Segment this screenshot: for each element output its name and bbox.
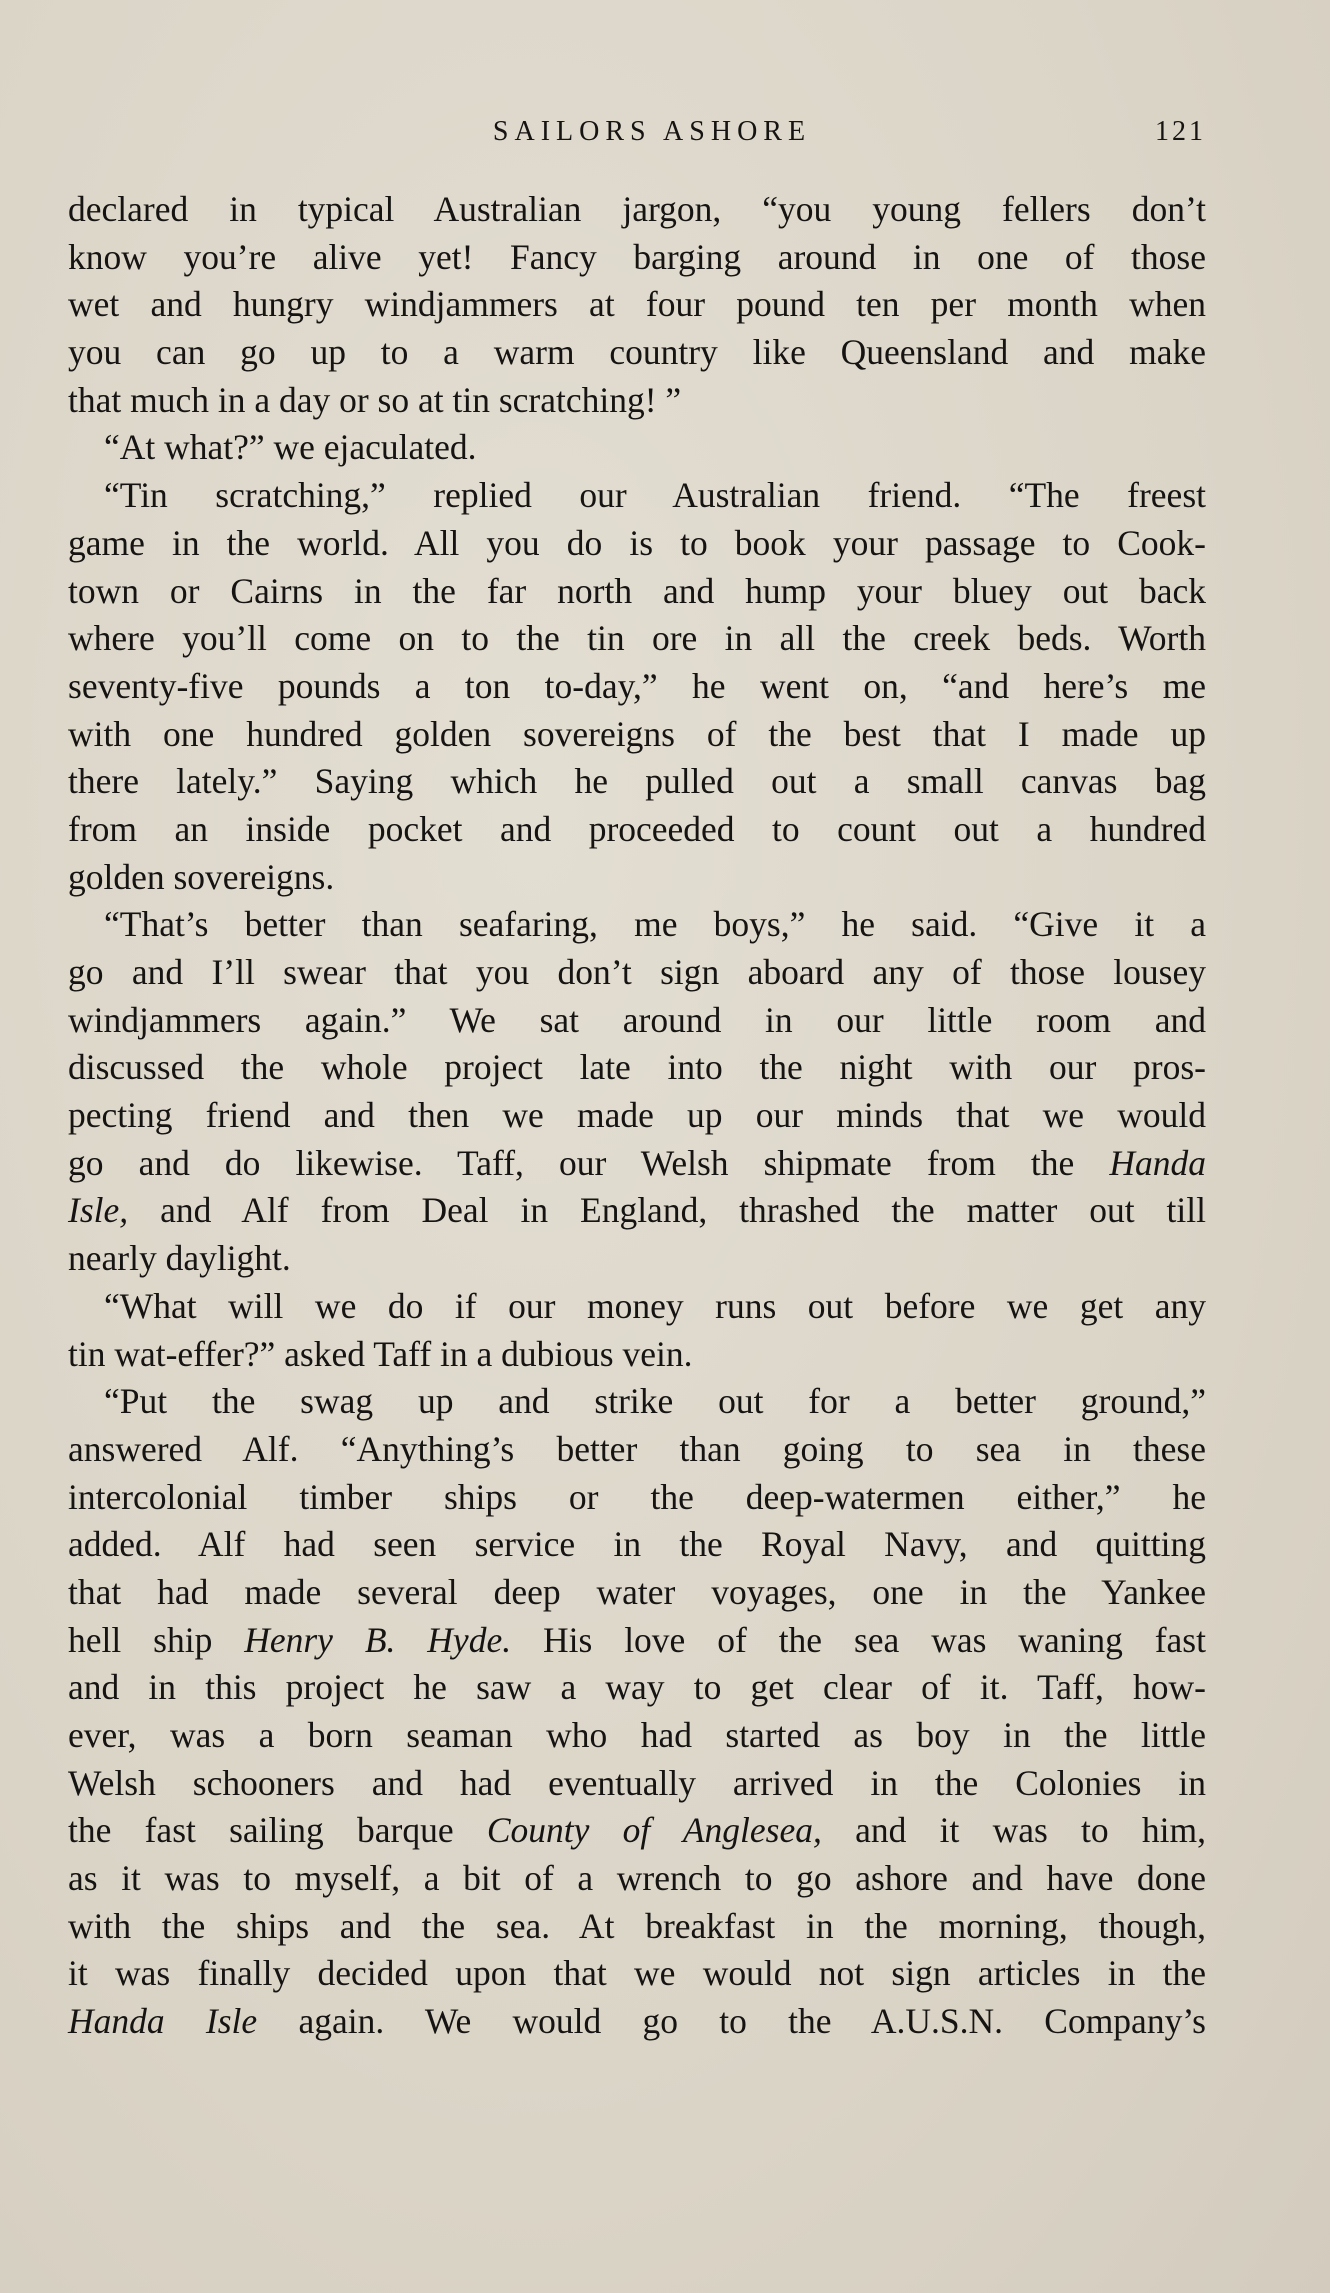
italic-text: Handa Isle [68,2001,258,2042]
running-head-title: SAILORS ASHORE [492,116,812,147]
italic-text: Isle, [68,1190,129,1231]
text-segment: with the ships and the sea. At breakfast in the morning, though, [68,1905,1206,1946]
text-segment: as it was to myself, a bit of a wrench to go ashore and have done [68,1858,1206,1899]
text-line [68,1712,1206,1760]
text-line [68,1283,1206,1331]
text-line [68,1521,1206,1569]
text-segment: and it was to him, [821,1810,1207,1851]
text-segment: intercolonial timber ships or the deep-watermen either,” he [68,1476,1206,1517]
text-segment: “That’s better than seafaring, me boys,” he said. “Give it a [104,904,1206,945]
text-line [68,1235,1206,1283]
text-segment: the fast sailing barque [68,1810,487,1851]
text-line [68,949,1206,997]
text-line [68,854,1206,902]
text-line [68,234,1206,282]
text-segment: “At what?” we ejaculated. [104,427,477,468]
text-line [68,1903,1206,1951]
text-line [68,1760,1206,1808]
text-segment: “What will we do if our money runs out before we get any [104,1285,1206,1326]
text-segment: that had made several deep water voyages, one in the Yankee [68,1571,1206,1612]
text-line [68,1044,1206,1092]
text-segment: you can go up to a warm country like Queensland and make [68,332,1206,373]
text-segment: nearly daylight. [68,1238,291,1279]
text-line [68,1569,1206,1617]
body-text [68,186,1206,2046]
italic-text: Henry B. Hyde. [244,1619,512,1660]
text-segment: declared in typical Australian jargon, “you young fellers don’t [68,189,1206,229]
text-line [68,1426,1206,1474]
text-line [68,1950,1206,1998]
text-line [68,1092,1206,1140]
running-head [68,112,1206,152]
text-segment: seventy-five pounds a ton to-day,” he went on, “and here’s me [68,665,1206,706]
text-segment: ever, was a born seaman who had started as boy in the little [68,1715,1206,1755]
text-line [68,186,1206,234]
text-segment: golden sovereigns. [68,856,335,897]
text-line [68,424,1206,472]
text-segment: added. Alf had seen service in the Royal Navy, and quitting [68,1524,1206,1565]
text-line [68,1617,1206,1665]
text-line [68,901,1206,949]
italic-text: County of Anglesea, [486,1810,822,1851]
text-segment: game in the world. All you do is to book your passage to Cook- [68,522,1206,563]
text-segment: “Put the swag up and strike out for a better ground,” [104,1381,1206,1422]
text-segment: go and I’ll swear that you don’t sign aboard any of those lousey [68,952,1206,992]
text-line [68,997,1206,1045]
text-line [68,472,1206,520]
text-line [68,758,1206,806]
text-line [68,568,1206,616]
text-segment: go and do likewise. Taff, our Welsh shipmate from the [68,1142,1110,1183]
text-line [68,615,1206,663]
text-line [68,1187,1206,1235]
text-line [68,377,1206,425]
text-segment: His love of the sea was waning fast [511,1619,1206,1660]
text-segment: hell ship [68,1619,245,1660]
text-segment: windjammers again.” We sat around in our little room and [68,999,1206,1040]
text-line [68,1807,1206,1855]
text-segment: “Tin scratching,” replied our Australian friend. “The freest [104,475,1206,516]
italic-text: Handa [1109,1142,1206,1183]
page-number: 121 [1155,116,1206,147]
text-line [68,711,1206,759]
text-segment: answered Alf. “Anything’s better than going to sea in these [68,1428,1206,1469]
text-line [68,1998,1206,2046]
text-segment: and in this project he saw a way to get clear of it. Taff, how- [68,1667,1206,1708]
text-segment: where you’ll come on to the tin ore in all the creek beds. Worth [68,618,1206,659]
text-line [68,1474,1206,1522]
text-line [68,1378,1206,1426]
text-segment: it was finally decided upon that we would not sign articles in the [68,1953,1206,1994]
text-line [68,281,1206,329]
text-line [68,329,1206,377]
text-segment: there lately.” Saying which he pulled out a small canvas bag [68,761,1206,802]
text-segment: that much in a day or so at tin scratching! ” [68,379,682,420]
text-line [68,806,1206,854]
text-segment: discussed the whole project late into the night with our pros- [68,1047,1206,1088]
text-segment: again. We would go to the A.U.S.N. Company’s [257,2001,1206,2042]
text-line [68,520,1206,568]
text-segment: from an inside pocket and proceeded to count out a hundred [68,808,1206,849]
text-segment: wet and hungry windjammers at four pound ten per month when [68,284,1206,325]
text-segment: know you’re alive yet! Fancy barging around in one of those [68,236,1206,277]
text-segment: with one hundred golden sovereigns of the best that I made up [68,713,1206,754]
text-segment: and Alf from Deal in England, thrashed the matter out till [128,1190,1206,1231]
text-line [68,663,1206,711]
text-line [68,1855,1206,1903]
text-segment: Welsh schooners and had eventually arrived in the Colonies in [68,1762,1206,1803]
text-line [68,1331,1206,1379]
text-line [68,1140,1206,1188]
text-segment: tin wat-effer?” asked Taff in a dubious vein. [68,1333,693,1374]
text-segment: town or Cairns in the far north and hump your bluey out back [68,570,1206,611]
text-line [68,1664,1206,1712]
text-segment: pecting friend and then we made up our minds that we would [68,1095,1206,1136]
